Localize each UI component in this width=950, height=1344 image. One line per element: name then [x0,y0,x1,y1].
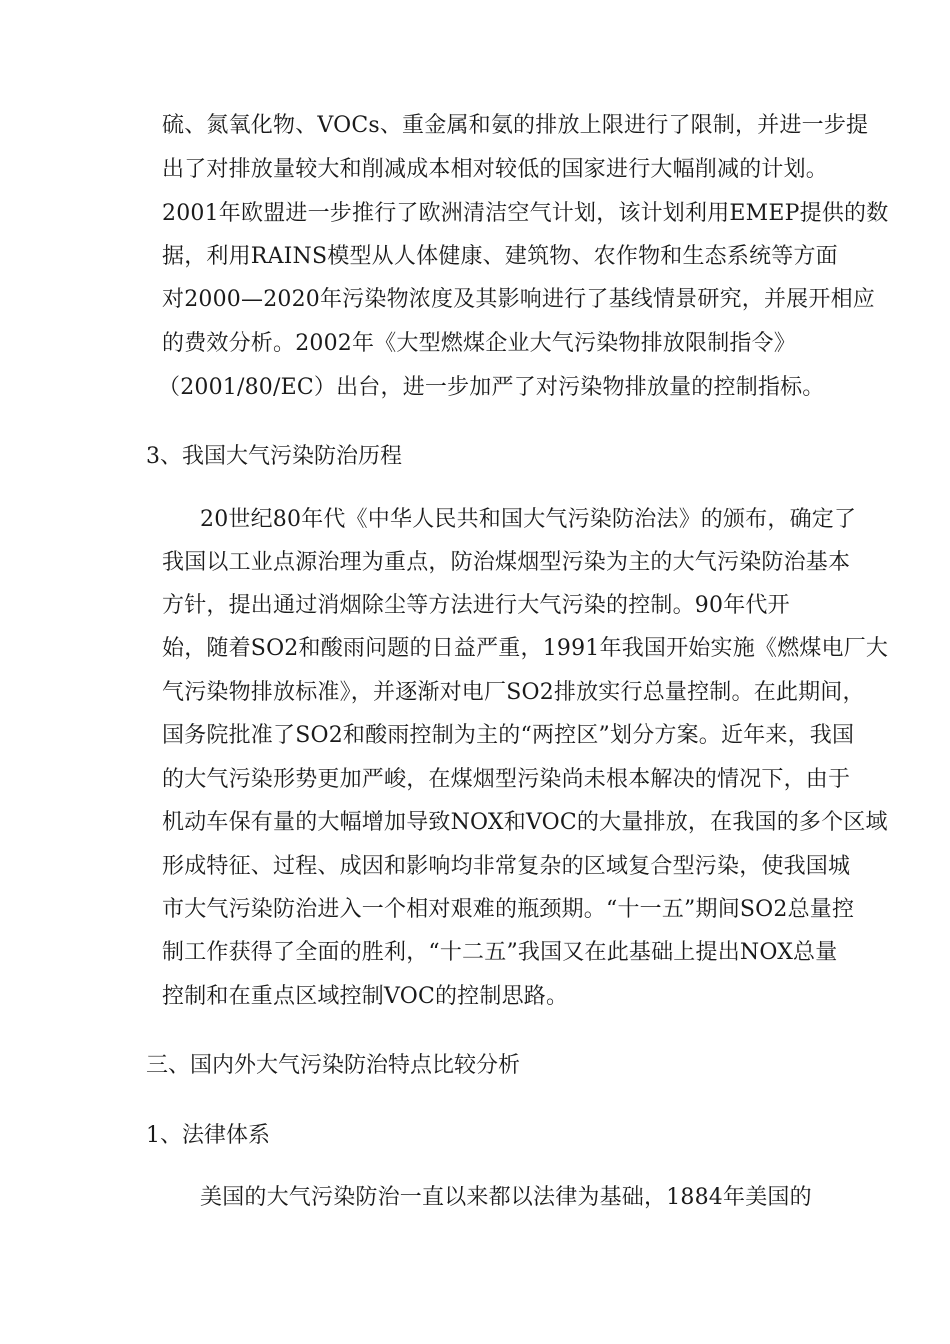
section-heading-china-history: 3、我国大气污染防治历程 [146,444,402,469]
text-line: 始，随着SO2和酸雨问题的日益严重，1991年我国开始实施《燃煤电厂大 [162,636,889,661]
subsection-heading-legal-system: 1、法律体系 [146,1123,270,1148]
section-heading-comparison: 三、国内外大气污染防治特点比较分析 [146,1053,521,1078]
text-line: 美国的大气污染防治一直以来都以法律为基础，1884年美国的 [200,1185,812,1210]
text-line: 机动车保有量的大幅增加导致NOX和VOC的大量排放，在我国的多个区域 [162,810,888,835]
text-line: 硫、氮氧化物、VOCs、重金属和氨的排放上限进行了限制，并进一步提 [162,113,869,138]
text-line: 的大气污染形势更加严峻，在煤烟型污染尚未根本解决的情况下，由于 [162,767,851,792]
text-line: 对2000—2020年污染物浓度及其影响进行了基线情景研究，并展开相应 [162,287,875,312]
text-line: 方针，提出通过消烟除尘等方法进行大气污染的控制。90年代开 [162,593,790,618]
text-line: 的费效分析。2002年《大型燃煤企业大气污染物排放限制指令》 [162,331,796,356]
text-line: 我国以工业点源治理为重点，防治煤烟型污染为主的大气污染防治基本 [162,550,851,575]
text-line: 市大气污染防治进入一个相对艰难的瓶颈期。“十一五”期间SO2总量控 [162,897,855,922]
text-line: （2001/80/EC）出台，进一步加严了对污染物排放量的控制指标。 [158,375,825,400]
text-line: 国务院批准了SO2和酸雨控制为主的“两控区”划分方案。近年来，我国 [162,723,855,748]
text-line: 据，利用RAINS模型从人体健康、建筑物、农作物和生态系统等方面 [162,244,838,269]
text-line: 2001年欧盟进一步推行了欧洲清洁空气计划，该计划利用EMEP提供的数 [162,201,889,226]
text-line: 气污染物排放标准》，并逐渐对电厂SO2排放实行总量控制。在此期间， [162,680,865,705]
text-line: 20世纪80年代《中华人民共和国大气污染防治法》的颁布，确定了 [200,507,857,532]
text-line: 出了对排放量较大和削减成本相对较低的国家进行大幅削减的计划。 [162,157,829,182]
text-line: 控制和在重点区域控制VOC的控制思路。 [162,984,569,1009]
text-line: 形成特征、过程、成因和影响均非常复杂的区域复合型污染，使我国城 [162,854,851,879]
text-line: 制工作获得了全面的胜利，“十二五”我国又在此基础上提出NOX总量 [162,940,838,965]
